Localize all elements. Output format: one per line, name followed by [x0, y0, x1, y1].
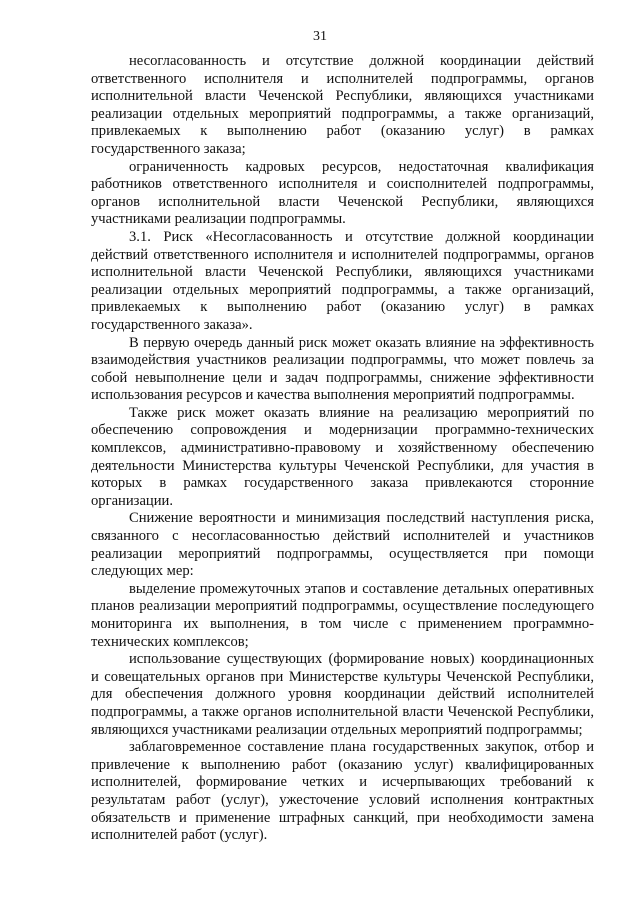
paragraph-risk-3-1-title: 3.1. Риск «Несогласованность и отсутствие должной координации действий ответственного исполнителя и исполнителей подпрограммы, органов исполнительной власти Чеченской Республики, являющихся участниками реализации отдельных мероприятий подпрограммы, а также организаций, привлекаемых к выполнению работ (оказанию услуг) в рамках государственного заказа». [91, 228, 594, 333]
paragraph-risk-inconsistency: несогласованность и отсутствие должной координации действий ответственного исполнителя и исполнителей подпрограммы, органов исполнительной власти Чеченской Республики, являющихся участниками реализации отдельных мероприятий подпрограммы, а также организаций, привлекаемых к выполнению работ (оказанию услуг) в рамках государственного заказа; [91, 53, 594, 157]
paragraph-risk-impact: В первую очередь данный риск может оказать влияние на эффективность взаимодействия участников реализации подпрограммы, что может повлечь за собой невыполнение цели и задач подпрограммы, снижение эффективности использования ресурсов и качества выполнения мероприятий подпрограммы. [91, 334, 594, 404]
paragraph-risk-modernization: Также риск может оказать влияние на реализацию мероприятий по обеспечению сопровождения и модернизации программно-технических комплексов, административно-правовому и хозяйственному обеспечению деятельности Министерства культуры Чеченской Республики, для участия в которых в рамках государственного заказа привлекаются сторонние организации. [91, 404, 594, 509]
page-number: 31 [313, 29, 327, 44]
document-body [91, 53, 594, 845]
paragraph-measure-procurement: заблаговременное составление плана государственных закупок, отбор и привлечение к выполнению работ (оказанию услуг) квалифицированных исполнителей, формирование четких и исчерпывающих требований к результатам работ (услуг), ужесточение условий исполнения контрактных обязательств и применение штрафных санкций, при необходимости замена исполнителей работ (услуг). [91, 739, 594, 844]
paragraph-measure-stages: выделение промежуточных этапов и составление детальных оперативных планов реализации мероприятий подпрограммы, осуществление последующего мониторинга их выполнения, в том числе с применением программно-технических комплексов; [91, 580, 594, 650]
paragraph-mitigation-intro: Снижение вероятности и минимизация последствий наступления риска, связанного с несогласованностью действий исполнителей и участников реализации мероприятий подпрограммы, осуществляется при помощи следующих мер: [91, 510, 594, 580]
paragraph-measure-bodies: использование существующих (формирование новых) координационных и совещательных органов при Министерстве культуры Чеченской Республики, для обеспечения должного уровня координации действий исполнителей подпрограммы, а также органов исполнительной власти Чеченской Республики, являющихся участниками реализации отдельных мероприятий подпрограммы; [91, 651, 594, 738]
paragraph-limited-staff: ограниченность кадровых ресурсов, недостаточная квалификация работников ответственного исполнителя и соисполнителей подпрограммы, органов исполнительной власти Чеченской Республики, являющихся участниками реализации подпрограммы. [91, 158, 594, 228]
